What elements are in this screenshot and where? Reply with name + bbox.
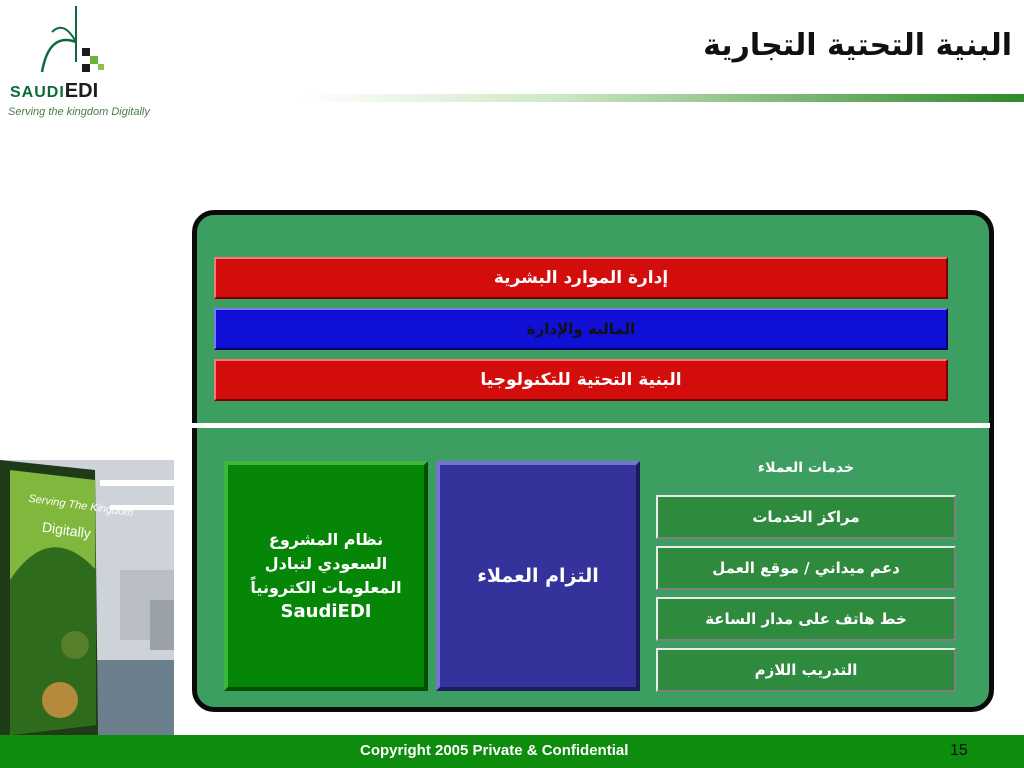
title-underline-gradient xyxy=(300,94,1024,102)
service-item-centers: مراكز الخدمات xyxy=(656,495,956,539)
saudiedi-line-1: نظام المشروع xyxy=(268,530,384,549)
logo-wordmark xyxy=(10,80,98,103)
saudiedi-line-4: SaudiEDI xyxy=(280,601,372,622)
customer-services-title: خدمات العملاء xyxy=(757,460,855,476)
customer-commitment-label: التزام العملاء xyxy=(477,565,599,587)
saudiedi-line-2: السعودي لتبادل xyxy=(264,554,388,573)
palm-emblem-icon xyxy=(4,2,164,82)
service-item-training: التدريب اللازم xyxy=(656,648,956,692)
finance-administration-bar: المالية والإدارة xyxy=(214,308,948,350)
section-divider xyxy=(192,423,990,428)
customer-commitment-box xyxy=(436,461,640,691)
banner-text-digitally: Digitally xyxy=(41,518,92,542)
page-number: 15 xyxy=(950,742,968,759)
office-photo xyxy=(0,460,174,735)
logo-word-edi: EDI xyxy=(64,80,99,102)
saudiedi-project-box xyxy=(224,461,428,691)
technology-infrastructure-bar: البنية التحتية للتكنولوجيا xyxy=(214,359,948,401)
banner-text-serving: Serving The Kingdom xyxy=(27,492,135,520)
service-item-field-support: دعم ميداني / موقع العمل xyxy=(656,546,956,590)
saudiedi-logo xyxy=(4,2,164,120)
saudiedi-line-3: المعلومات الكترونياً xyxy=(250,578,402,597)
hr-management-bar: إدارة الموارد البشرية xyxy=(214,257,948,299)
logo-word-saudi: SAUDI xyxy=(10,84,65,101)
copyright-text: Copyright 2005 Private & Confidential xyxy=(360,742,629,759)
service-item-hotline: خط هاتف على مدار الساعة xyxy=(656,597,956,641)
page-title: البنية التحتية التجارية xyxy=(703,28,1012,63)
logo-tagline: Serving the kingdom Digitally xyxy=(8,106,150,118)
